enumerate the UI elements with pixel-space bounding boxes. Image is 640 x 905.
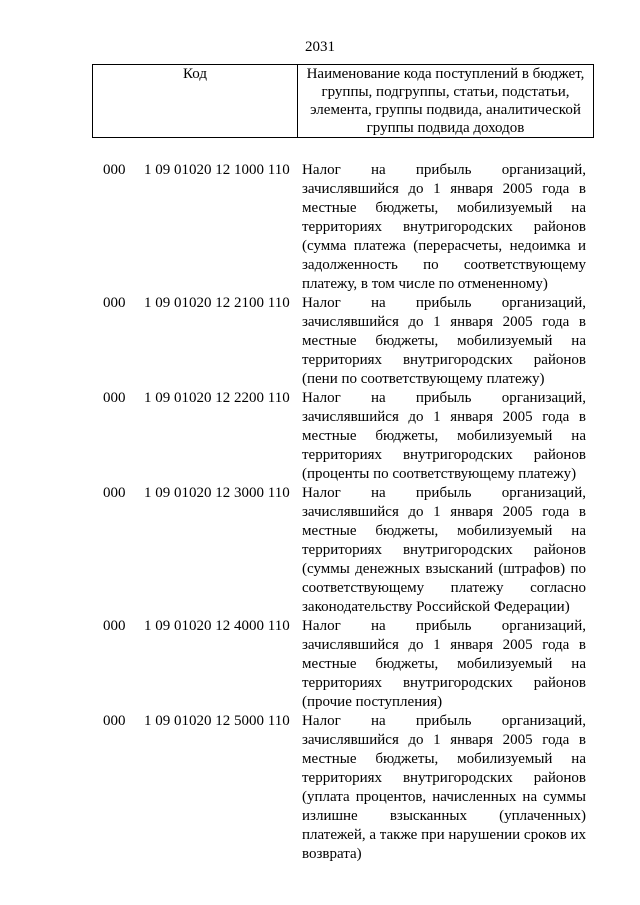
table-row (0, 294, 640, 389)
income-description: Налог на прибыль организаций, зачислявшийся до 1 января 2005 года в местные бюджеты, мобилизуемый на территориях внутригородских районов (проценты по соответствующему платежу) (302, 390, 586, 482)
income-code: 1 09 01020 12 1000 110 (144, 162, 290, 178)
admin-code: 000 (103, 390, 126, 406)
income-description: Налог на прибыль организаций, зачислявшийся до 1 января 2005 года в местные бюджеты, мобилизуемый на территориях внутригородских районов (суммы денежных взысканий (штрафов) по соответствующему платежу согласно законодательству Российской Федерации) (302, 485, 586, 615)
admin-code: 000 (103, 295, 126, 311)
income-code: 1 09 01020 12 2200 110 (144, 390, 290, 406)
table-row (0, 712, 640, 864)
income-code: 1 09 01020 12 2100 110 (144, 295, 290, 311)
header-code: Код (93, 65, 298, 138)
admin-code: 000 (103, 485, 126, 501)
income-description: Налог на прибыль организаций, зачислявшийся до 1 января 2005 года в местные бюджеты, мобилизуемый на территориях внутригородских районов (прочие поступления) (302, 618, 586, 710)
table-row (0, 484, 640, 617)
income-code: 1 09 01020 12 3000 110 (144, 485, 290, 501)
income-description: Налог на прибыль организаций, зачислявшийся до 1 января 2005 года в местные бюджеты, мобилизуемый на территориях внутригородских районов (сумма платежа (перерасчеты, недоимка и задолженность по соответствующему платежу, в том числе по отмененному) (302, 162, 586, 292)
header-name: Наименование кода поступлений в бюджет, группы, подгруппы, статьи, подстатьи, элемента, группы подвида, аналитической группы подвида доходов (298, 65, 594, 138)
table-row (0, 617, 640, 712)
admin-code: 000 (103, 713, 126, 729)
admin-code: 000 (103, 162, 126, 178)
page-number: 2031 (305, 39, 335, 55)
table-row (0, 161, 640, 294)
admin-code: 000 (103, 618, 126, 634)
income-description: Налог на прибыль организаций, зачислявшийся до 1 января 2005 года в местные бюджеты, мобилизуемый на территориях внутригородских районов (уплата процентов, начисленных на суммы излишне взысканных (уплаченных) платежей, а также при нарушении сроков их возврата) (302, 713, 586, 862)
income-description: Налог на прибыль организаций, зачислявшийся до 1 января 2005 года в местные бюджеты, мобилизуемый на территориях внутригородских районов (пени по соответствующему платежу) (302, 295, 586, 387)
table-row (0, 389, 640, 484)
income-codes-list (0, 161, 640, 864)
table-header (92, 64, 594, 138)
income-code: 1 09 01020 12 4000 110 (144, 618, 290, 634)
income-code: 1 09 01020 12 5000 110 (144, 713, 290, 729)
